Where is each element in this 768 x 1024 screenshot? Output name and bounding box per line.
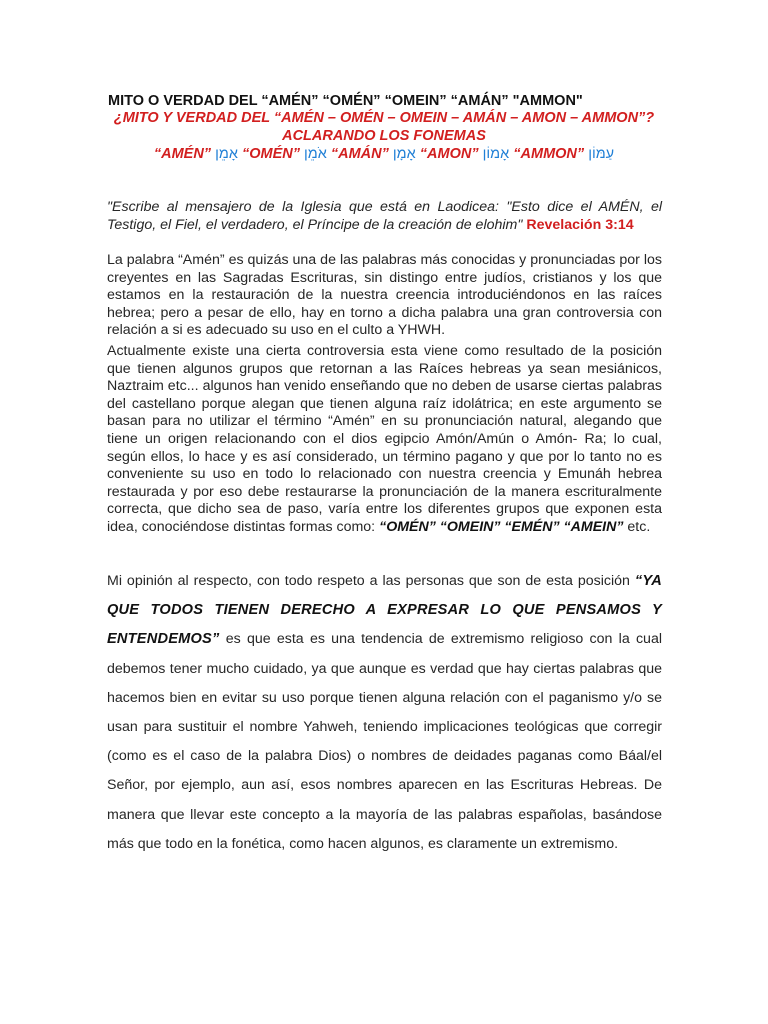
paragraph-3 [107,567,662,859]
hebrew-amon: אָמוֹן [482,146,510,162]
word-aman: “AMÁN” [330,146,389,162]
paragraph-2 [107,343,662,537]
word-omen: “OMÉN” [241,146,300,162]
paragraph-1: La palabra “Amén” es quizás una de las palabras más conocidas y pronunciadas por los creyentes en las Sagradas Escrituras, sin distingo entre judíos, cristianos y los que estamos en la restauración de la nuestra creencia introduciéndonos en las raíces hebrea; pero a pesar de ello, hay en torno a dicha palabra una gran controversia con relación a si es adecuado su uso en el culto a YHWH. [107,252,662,339]
paragraph-2-forms: “OMÉN” “OMEIN” “EMÉN” “AMEIN” [379,518,624,535]
paragraph-2-text: Actualmente existe una cierta controversia esta viene como resultado de la posición que tienen algunos grupos que retornan a las Raíces hebreas ya sean mesiánicos, Naztraim etc... algunos han venido enseñando que no deben de usarse ciertas palabras del castellano porque alegan que tienen alguna raíz idolátrica; en este argumento se basan para no utilizar el término “Amén” en su pronunciación natural, alegando que tiene un origen relacionando con el dios egipcio Amón/Amún o Amón- Ra; lo cual, según ellos, lo hace y es así considerado, un término pagano y que por lo tanto no es conveniente su uso en todo lo relacionado con nuestra creencia y Emunáh hebrea restaurada y por eso debe restaurarse la pronunciación de la manera escrituralmente correcta, que dicho sea de paso, varía entre los diferentes grupos que exponen esta idea, conociéndose distintas formas como: [107,343,662,535]
title-line-1: MITO O VERDAD DEL “AMÉN” “OMÉN” “OMEIN” “AMÁN” "AMMON" [108,93,583,109]
hebrew-aman: אָמָן [392,146,416,162]
title-line-2: ¿MITO Y VERDAD DEL “AMÉN – OMÉN – OMEIN – AMÁN – AMON – AMMON”? [113,110,655,126]
hebrew-amen: אָמֵן [215,146,238,162]
quote-text: "Escribe al mensajero de la Iglesia que está en Laodicea: "Esto dice el AMÉN, el Testigo, el Fiel, el verdadero, el Príncipe de la creación de elohim" [107,199,662,233]
quote-reference: Revelación 3:14 [526,216,634,233]
paragraph-3-emphasis: “YA QUE TODOS TIENEN DERECHO A EXPRESAR LO QUE PENSAMOS Y ENTENDEMOS” [107,573,662,648]
word-ammon: “AMMON” [513,146,585,162]
word-amen: “AMÉN” [153,146,212,162]
scripture-quote [107,199,662,234]
title-line-4 [0,146,768,162]
paragraph-2-tail: etc. [627,518,651,535]
paragraph-3-start: Mi opinión al respecto, con todo respeto a las personas que son de esta posición [107,573,630,589]
title-line-3: ACLARANDO LOS FONEMAS [282,128,486,144]
hebrew-ammon: עַמּוֹן [588,146,615,162]
hebrew-omen: אֹמֵן [304,146,327,162]
paragraph-3-rest: es que esta es una tendencia de extremismo religioso con la cual debemos tener mucho cuidado, ya que aunque es verdad que hay ciertas palabras que hacemos bien en evitar su uso porque tienen alguna relación con el paganismo y/o se usan para sustituir el nombre Yahweh, teniendo implicaciones teológicas que corregir (como es el caso de la palabra Dios) o nombres de deidades paganas como Báal/el Señor, por ejemplo, aun así, esos nombres aparecen en las Escrituras Hebreas. De manera que llevar este concepto a la mayoría de las palabras españolas, basándose más que todo en la fonética, como hacen algunos, es claramente un extremismo. [107,631,662,852]
word-amon: “AMON” [419,146,479,162]
